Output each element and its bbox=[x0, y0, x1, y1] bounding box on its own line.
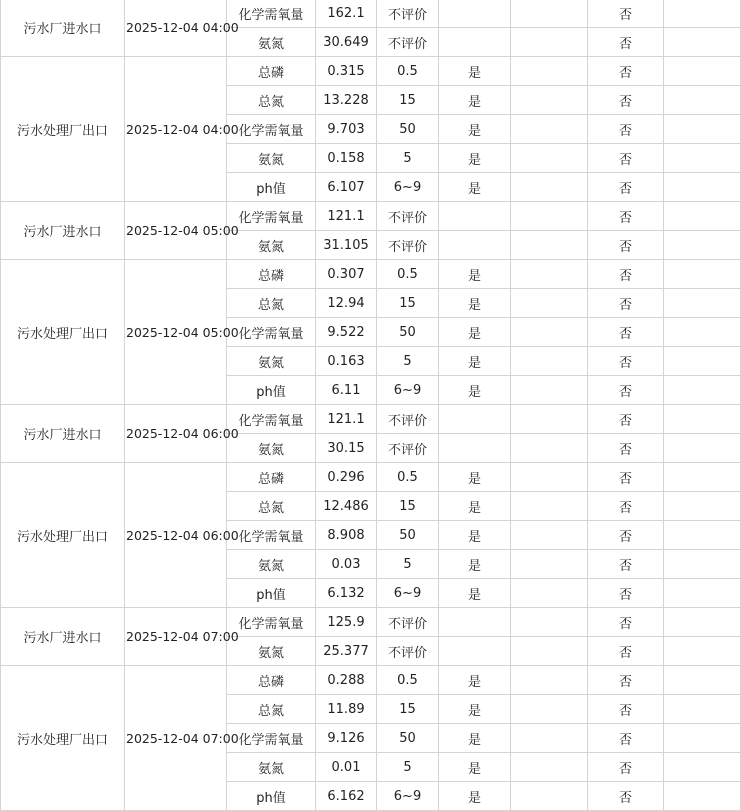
exceeded-cell: 否 bbox=[588, 782, 664, 811]
measured-value-cell: 121.1 bbox=[316, 202, 377, 231]
exceeded-cell: 否 bbox=[588, 405, 664, 434]
measured-value-cell: 6.132 bbox=[316, 579, 377, 608]
pollutant-item-cell: 总氮 bbox=[227, 289, 316, 318]
exceeded-cell: 否 bbox=[588, 173, 664, 202]
empty-cell bbox=[664, 144, 741, 173]
measured-value-cell: 0.01 bbox=[316, 753, 377, 782]
monitor-time-cell: 2025-12-04 04:00 bbox=[125, 57, 227, 202]
qualified-cell: 是 bbox=[439, 86, 511, 115]
pollutant-item-cell: ph值 bbox=[227, 579, 316, 608]
table-body bbox=[1, 0, 741, 811]
empty-cell bbox=[664, 405, 741, 434]
measured-value-cell: 0.296 bbox=[316, 463, 377, 492]
measured-value-cell: 0.158 bbox=[316, 144, 377, 173]
empty-cell bbox=[511, 434, 588, 463]
empty-cell bbox=[664, 724, 741, 753]
measured-value-cell: 8.908 bbox=[316, 521, 377, 550]
empty-cell bbox=[664, 463, 741, 492]
empty-cell bbox=[664, 231, 741, 260]
empty-cell bbox=[511, 376, 588, 405]
measured-value-cell: 0.315 bbox=[316, 57, 377, 86]
empty-cell bbox=[511, 231, 588, 260]
pollutant-item-cell: 总氮 bbox=[227, 86, 316, 115]
empty-cell bbox=[511, 579, 588, 608]
exceeded-cell: 否 bbox=[588, 57, 664, 86]
empty-cell bbox=[664, 695, 741, 724]
qualified-cell bbox=[439, 202, 511, 231]
table-row bbox=[1, 666, 741, 695]
empty-cell bbox=[511, 782, 588, 811]
qualified-cell bbox=[439, 405, 511, 434]
measured-value-cell: 0.163 bbox=[316, 347, 377, 376]
standard-limit-cell: 不评价 bbox=[377, 608, 439, 637]
site-name-cell: 污水厂进水口 bbox=[1, 608, 125, 666]
measured-value-cell: 13.228 bbox=[316, 86, 377, 115]
exceeded-cell: 否 bbox=[588, 202, 664, 231]
monitor-time-cell: 2025-12-04 05:00 bbox=[125, 202, 227, 260]
standard-limit-cell: 50 bbox=[377, 521, 439, 550]
standard-limit-cell: 15 bbox=[377, 86, 439, 115]
exceeded-cell: 否 bbox=[588, 0, 664, 28]
pollutant-item-cell: 化学需氧量 bbox=[227, 608, 316, 637]
standard-limit-cell: 5 bbox=[377, 347, 439, 376]
exceeded-cell: 否 bbox=[588, 144, 664, 173]
measured-value-cell: 0.288 bbox=[316, 666, 377, 695]
exceeded-cell: 否 bbox=[588, 28, 664, 57]
empty-cell bbox=[664, 173, 741, 202]
pollutant-item-cell: 化学需氧量 bbox=[227, 405, 316, 434]
exceeded-cell: 否 bbox=[588, 637, 664, 666]
measured-value-cell: 0.03 bbox=[316, 550, 377, 579]
pollutant-item-cell: 化学需氧量 bbox=[227, 318, 316, 347]
pollutant-item-cell: 化学需氧量 bbox=[227, 0, 316, 28]
standard-limit-cell: 6~9 bbox=[377, 376, 439, 405]
measured-value-cell: 12.486 bbox=[316, 492, 377, 521]
empty-cell bbox=[511, 57, 588, 86]
empty-cell bbox=[511, 28, 588, 57]
measured-value-cell: 12.94 bbox=[316, 289, 377, 318]
empty-cell bbox=[664, 492, 741, 521]
empty-cell bbox=[664, 28, 741, 57]
empty-cell bbox=[511, 289, 588, 318]
exceeded-cell: 否 bbox=[588, 231, 664, 260]
qualified-cell: 是 bbox=[439, 695, 511, 724]
exceeded-cell: 否 bbox=[588, 463, 664, 492]
empty-cell bbox=[664, 202, 741, 231]
measured-value-cell: 11.89 bbox=[316, 695, 377, 724]
exceeded-cell: 否 bbox=[588, 86, 664, 115]
standard-limit-cell: 15 bbox=[377, 695, 439, 724]
table-row bbox=[1, 405, 741, 434]
measured-value-cell: 30.15 bbox=[316, 434, 377, 463]
standard-limit-cell: 0.5 bbox=[377, 260, 439, 289]
qualified-cell bbox=[439, 231, 511, 260]
pollutant-item-cell: 总氮 bbox=[227, 492, 316, 521]
empty-cell bbox=[511, 724, 588, 753]
empty-cell bbox=[511, 318, 588, 347]
empty-cell bbox=[511, 260, 588, 289]
monitor-time-cell: 2025-12-04 04:00 bbox=[125, 0, 227, 57]
empty-cell bbox=[511, 405, 588, 434]
empty-cell bbox=[664, 57, 741, 86]
measured-value-cell: 121.1 bbox=[316, 405, 377, 434]
standard-limit-cell: 50 bbox=[377, 115, 439, 144]
standard-limit-cell: 0.5 bbox=[377, 463, 439, 492]
qualified-cell: 是 bbox=[439, 492, 511, 521]
table-row bbox=[1, 608, 741, 637]
qualified-cell: 是 bbox=[439, 57, 511, 86]
pollutant-item-cell: 氨氮 bbox=[227, 347, 316, 376]
qualified-cell bbox=[439, 637, 511, 666]
qualified-cell: 是 bbox=[439, 173, 511, 202]
exceeded-cell: 否 bbox=[588, 434, 664, 463]
site-name-cell: 污水厂进水口 bbox=[1, 0, 125, 57]
qualified-cell: 是 bbox=[439, 521, 511, 550]
standard-limit-cell: 50 bbox=[377, 318, 439, 347]
standard-limit-cell: 不评价 bbox=[377, 405, 439, 434]
qualified-cell: 是 bbox=[439, 347, 511, 376]
standard-limit-cell: 不评价 bbox=[377, 434, 439, 463]
qualified-cell: 是 bbox=[439, 376, 511, 405]
table-row bbox=[1, 260, 741, 289]
monitor-time-cell: 2025-12-04 06:00 bbox=[125, 405, 227, 463]
monitor-time-cell: 2025-12-04 05:00 bbox=[125, 260, 227, 405]
qualified-cell: 是 bbox=[439, 115, 511, 144]
exceeded-cell: 否 bbox=[588, 347, 664, 376]
pollutant-item-cell: 氨氮 bbox=[227, 753, 316, 782]
site-name-cell: 污水处理厂出口 bbox=[1, 666, 125, 811]
site-name-cell: 污水处理厂出口 bbox=[1, 260, 125, 405]
pollutant-item-cell: 总磷 bbox=[227, 666, 316, 695]
qualified-cell bbox=[439, 28, 511, 57]
standard-limit-cell: 15 bbox=[377, 289, 439, 318]
pollutant-item-cell: 总氮 bbox=[227, 695, 316, 724]
empty-cell bbox=[664, 579, 741, 608]
standard-limit-cell: 0.5 bbox=[377, 57, 439, 86]
standard-limit-cell: 5 bbox=[377, 144, 439, 173]
standard-limit-cell: 不评价 bbox=[377, 231, 439, 260]
empty-cell bbox=[664, 608, 741, 637]
standard-limit-cell: 不评价 bbox=[377, 637, 439, 666]
measured-value-cell: 31.105 bbox=[316, 231, 377, 260]
empty-cell bbox=[511, 666, 588, 695]
empty-cell bbox=[511, 463, 588, 492]
pollutant-item-cell: 化学需氧量 bbox=[227, 521, 316, 550]
empty-cell bbox=[664, 782, 741, 811]
empty-cell bbox=[664, 521, 741, 550]
empty-cell bbox=[511, 347, 588, 376]
empty-cell bbox=[511, 173, 588, 202]
pollutant-item-cell: 化学需氧量 bbox=[227, 724, 316, 753]
qualified-cell: 是 bbox=[439, 782, 511, 811]
empty-cell bbox=[511, 144, 588, 173]
measured-value-cell: 9.703 bbox=[316, 115, 377, 144]
qualified-cell bbox=[439, 434, 511, 463]
empty-cell bbox=[511, 637, 588, 666]
standard-limit-cell: 不评价 bbox=[377, 0, 439, 28]
measured-value-cell: 30.649 bbox=[316, 28, 377, 57]
pollutant-item-cell: 总磷 bbox=[227, 57, 316, 86]
qualified-cell: 是 bbox=[439, 260, 511, 289]
empty-cell bbox=[511, 695, 588, 724]
table-row bbox=[1, 463, 741, 492]
table-row bbox=[1, 0, 741, 28]
exceeded-cell: 否 bbox=[588, 666, 664, 695]
qualified-cell: 是 bbox=[439, 289, 511, 318]
measured-value-cell: 162.1 bbox=[316, 0, 377, 28]
standard-limit-cell: 5 bbox=[377, 753, 439, 782]
standard-limit-cell: 6~9 bbox=[377, 173, 439, 202]
empty-cell bbox=[664, 115, 741, 144]
pollutant-item-cell: 化学需氧量 bbox=[227, 115, 316, 144]
pollutant-item-cell: 氨氮 bbox=[227, 637, 316, 666]
measured-value-cell: 9.522 bbox=[316, 318, 377, 347]
exceeded-cell: 否 bbox=[588, 608, 664, 637]
pollutant-item-cell: 氨氮 bbox=[227, 550, 316, 579]
measured-value-cell: 25.377 bbox=[316, 637, 377, 666]
empty-cell bbox=[511, 521, 588, 550]
exceeded-cell: 否 bbox=[588, 695, 664, 724]
empty-cell bbox=[511, 550, 588, 579]
qualified-cell: 是 bbox=[439, 753, 511, 782]
measured-value-cell: 9.126 bbox=[316, 724, 377, 753]
empty-cell bbox=[664, 434, 741, 463]
empty-cell bbox=[664, 318, 741, 347]
qualified-cell: 是 bbox=[439, 579, 511, 608]
empty-cell bbox=[664, 289, 741, 318]
empty-cell bbox=[664, 347, 741, 376]
site-name-cell: 污水处理厂出口 bbox=[1, 463, 125, 608]
pollutant-item-cell: ph值 bbox=[227, 173, 316, 202]
empty-cell bbox=[511, 753, 588, 782]
standard-limit-cell: 6~9 bbox=[377, 782, 439, 811]
pollutant-item-cell: ph值 bbox=[227, 376, 316, 405]
qualified-cell: 是 bbox=[439, 724, 511, 753]
standard-limit-cell: 0.5 bbox=[377, 666, 439, 695]
pollutant-item-cell: 氨氮 bbox=[227, 434, 316, 463]
qualified-cell: 是 bbox=[439, 550, 511, 579]
standard-limit-cell: 50 bbox=[377, 724, 439, 753]
empty-cell bbox=[664, 376, 741, 405]
qualified-cell bbox=[439, 608, 511, 637]
pollutant-item-cell: 化学需氧量 bbox=[227, 202, 316, 231]
standard-limit-cell: 15 bbox=[377, 492, 439, 521]
standard-limit-cell: 5 bbox=[377, 550, 439, 579]
measured-value-cell: 125.9 bbox=[316, 608, 377, 637]
exceeded-cell: 否 bbox=[588, 289, 664, 318]
exceeded-cell: 否 bbox=[588, 724, 664, 753]
exceeded-cell: 否 bbox=[588, 115, 664, 144]
site-name-cell: 污水处理厂出口 bbox=[1, 57, 125, 202]
pollutant-item-cell: 总磷 bbox=[227, 260, 316, 289]
exceeded-cell: 否 bbox=[588, 550, 664, 579]
pollutant-item-cell: 氨氮 bbox=[227, 231, 316, 260]
qualified-cell: 是 bbox=[439, 144, 511, 173]
qualified-cell: 是 bbox=[439, 318, 511, 347]
empty-cell bbox=[664, 86, 741, 115]
measured-value-cell: 6.107 bbox=[316, 173, 377, 202]
empty-cell bbox=[664, 753, 741, 782]
pollutant-item-cell: 总磷 bbox=[227, 463, 316, 492]
empty-cell bbox=[664, 0, 741, 28]
measured-value-cell: 6.162 bbox=[316, 782, 377, 811]
exceeded-cell: 否 bbox=[588, 753, 664, 782]
measured-value-cell: 6.11 bbox=[316, 376, 377, 405]
table-row bbox=[1, 57, 741, 86]
table-row bbox=[1, 202, 741, 231]
empty-cell bbox=[511, 86, 588, 115]
monitor-time-cell: 2025-12-04 07:00 bbox=[125, 666, 227, 811]
empty-cell bbox=[511, 0, 588, 28]
measured-value-cell: 0.307 bbox=[316, 260, 377, 289]
site-name-cell: 污水厂进水口 bbox=[1, 202, 125, 260]
empty-cell bbox=[664, 637, 741, 666]
exceeded-cell: 否 bbox=[588, 521, 664, 550]
exceeded-cell: 否 bbox=[588, 376, 664, 405]
monitor-time-cell: 2025-12-04 06:00 bbox=[125, 463, 227, 608]
empty-cell bbox=[664, 550, 741, 579]
pollutant-item-cell: 氨氮 bbox=[227, 144, 316, 173]
empty-cell bbox=[511, 115, 588, 144]
empty-cell bbox=[664, 666, 741, 695]
qualified-cell: 是 bbox=[439, 666, 511, 695]
exceeded-cell: 否 bbox=[588, 318, 664, 347]
empty-cell bbox=[511, 202, 588, 231]
standard-limit-cell: 不评价 bbox=[377, 28, 439, 57]
standard-limit-cell: 6~9 bbox=[377, 579, 439, 608]
exceeded-cell: 否 bbox=[588, 579, 664, 608]
monitor-time-cell: 2025-12-04 07:00 bbox=[125, 608, 227, 666]
standard-limit-cell: 不评价 bbox=[377, 202, 439, 231]
pollutant-item-cell: 氨氮 bbox=[227, 28, 316, 57]
exceeded-cell: 否 bbox=[588, 492, 664, 521]
exceeded-cell: 否 bbox=[588, 260, 664, 289]
qualified-cell bbox=[439, 0, 511, 28]
pollutant-item-cell: ph值 bbox=[227, 782, 316, 811]
empty-cell bbox=[664, 260, 741, 289]
empty-cell bbox=[511, 608, 588, 637]
qualified-cell: 是 bbox=[439, 463, 511, 492]
empty-cell bbox=[511, 492, 588, 521]
site-name-cell: 污水厂进水口 bbox=[1, 405, 125, 463]
